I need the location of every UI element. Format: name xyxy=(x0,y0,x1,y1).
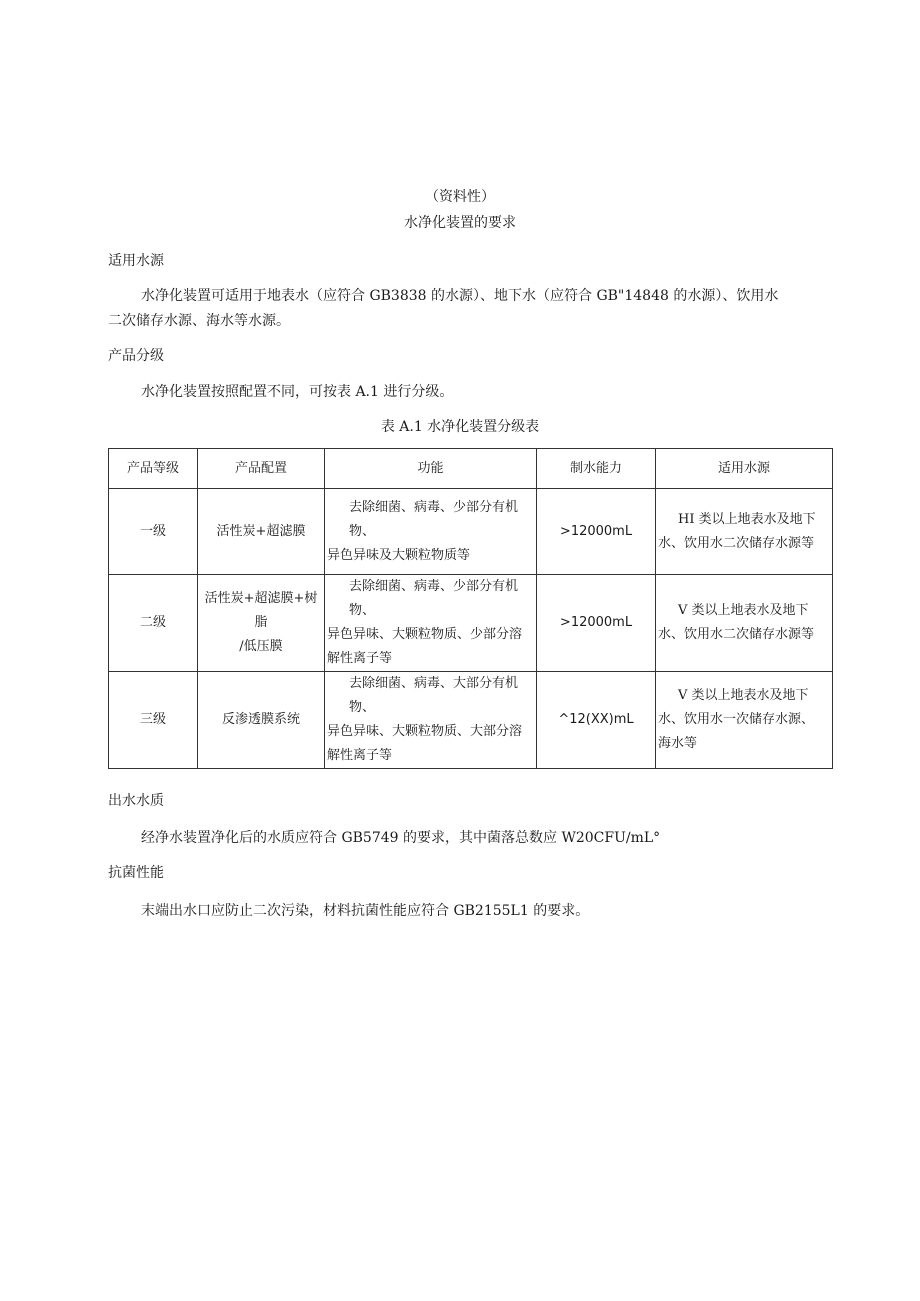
function-line: 去除细菌、病毒、大部分有机物、 xyxy=(349,676,519,715)
config-line: /低压膜 xyxy=(239,639,283,654)
table-header-row xyxy=(109,449,833,489)
cell-function xyxy=(325,575,537,672)
header-config: 产品配置 xyxy=(198,449,325,489)
cell-config xyxy=(198,575,325,672)
cell-config: 反渗透膜系统 xyxy=(198,672,325,769)
table-row xyxy=(109,575,833,672)
source-line: HI 类以上地表水及地下 xyxy=(678,511,816,527)
table-row xyxy=(109,672,833,769)
paragraph-water-source-line1: 水净化装置可适用于地表水（应符合 GB3838 的水源）、地下水（应符合 GB"14848 的水源）、饮用水 xyxy=(141,288,779,304)
function-line: 异色异味及大颗粒物质等 xyxy=(327,547,471,563)
header-capacity: 制水能力 xyxy=(537,449,656,489)
section-heading-effluent: 出水水质 xyxy=(108,793,164,809)
table-row xyxy=(109,489,833,575)
cell-source xyxy=(656,672,833,769)
header-source: 适用水源 xyxy=(656,449,833,489)
paragraph-effluent: 经净水装置净化后的水质应符合 GB5749 的要求，其中菌落总数应 W20CFU∕mL° xyxy=(141,830,661,846)
source-line: 海水等 xyxy=(658,736,698,751)
source-line: 水、饮用水一次储存水源、 xyxy=(658,712,815,727)
config-line: 活性炭+超滤膜+树脂 xyxy=(204,591,318,630)
function-line: 解性离子等 xyxy=(327,651,393,666)
paragraph-classification: 水净化装置按照配置不同，可按表 A.1 进行分级。 xyxy=(141,384,454,400)
function-line: 去除细菌、病毒、少部分有机物、 xyxy=(349,579,519,618)
cell-source xyxy=(656,489,833,575)
cell-grade: 二级 xyxy=(109,575,198,672)
table-caption: 表 A.1 水净化装置分级表 xyxy=(380,419,540,435)
cell-capacity: >12000mL xyxy=(537,575,656,672)
cell-grade: 三级 xyxy=(109,672,198,769)
section-heading-antibacterial: 抗菌性能 xyxy=(108,865,164,881)
source-line: 水、饮用水二次储存水源等 xyxy=(658,535,815,551)
source-line: V 类以上地表水及地下 xyxy=(678,688,809,703)
page-title: 水净化装置的要求 xyxy=(404,215,516,231)
source-line: 水、饮用水二次储存水源等 xyxy=(658,627,815,642)
paragraph-antibacterial: 末端出水口应防止二次污染，材料抗菌性能应符合 GB2155L1 的要求。 xyxy=(141,903,590,919)
function-line: 异色异味、大颗粒物质、少部分溶 xyxy=(327,627,523,642)
paragraph-water-source-line2: 二次储存水源、海水等水源。 xyxy=(108,313,290,329)
cell-config: 活性炭+超滤膜 xyxy=(198,489,325,575)
grade-table xyxy=(108,448,833,769)
cell-function xyxy=(325,672,537,769)
source-line: V 类以上地表水及地下 xyxy=(678,603,809,618)
cell-capacity: >12000mL xyxy=(537,489,656,575)
section-heading-classification: 产品分级 xyxy=(108,348,164,364)
cell-grade: 一级 xyxy=(109,489,198,575)
cell-capacity: ^12(XX)mL xyxy=(537,672,656,769)
annex-note: （资料性） xyxy=(425,189,495,205)
function-line: 去除细菌、病毒、少部分有机物、 xyxy=(349,499,519,539)
function-line: 解性离子等 xyxy=(327,748,393,763)
cell-source xyxy=(656,575,833,672)
header-grade: 产品等级 xyxy=(109,449,198,489)
function-line: 异色异味、大颗粒物质、大部分溶 xyxy=(327,724,523,739)
header-function: 功能 xyxy=(325,449,537,489)
cell-function xyxy=(325,489,537,575)
section-heading-water-source: 适用水源 xyxy=(108,253,164,269)
